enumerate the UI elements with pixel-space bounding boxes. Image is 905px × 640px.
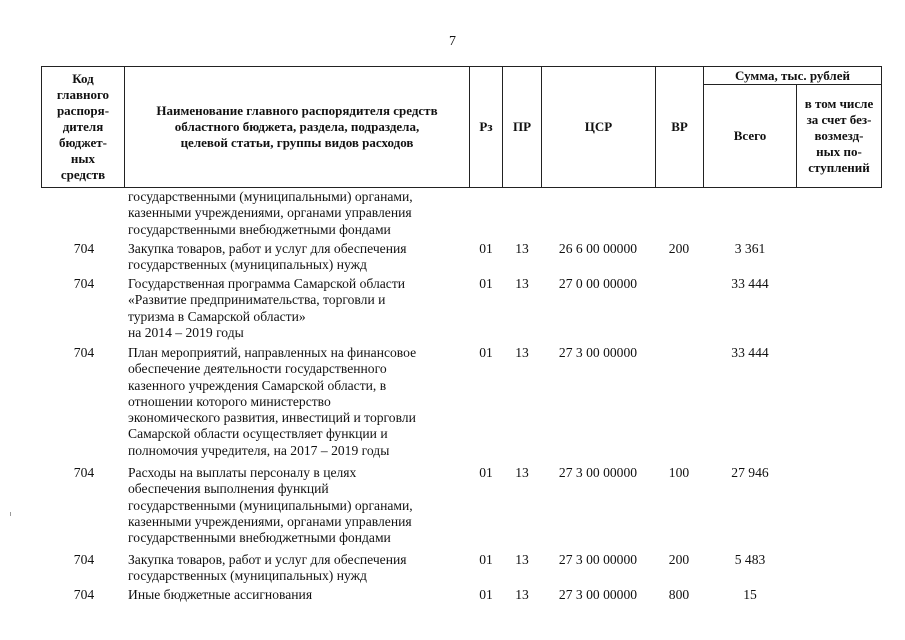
page-number: 7 <box>449 34 456 49</box>
cell-total: 27 946 <box>731 465 769 480</box>
cell-csr: 27 3 00 00000 <box>558 345 638 360</box>
cell-csr: 27 3 00 00000 <box>558 465 638 480</box>
cell-name: государственными (муниципальными) органами, казенными учреждениями, органами управления государственными внебюджетными фондами <box>128 189 413 237</box>
header-sum: Сумма, тыс. рублей <box>735 67 850 83</box>
cell-csr: 27 3 00 00000 <box>558 587 638 602</box>
cell-pr: 13 <box>515 345 529 360</box>
cell-total: 3 361 <box>734 241 766 256</box>
cell-rz: 01 <box>479 345 493 360</box>
cell-pr: 13 <box>515 587 529 602</box>
header-vr: ВР <box>671 119 688 134</box>
col-divider <box>881 66 882 188</box>
header-csr: ЦСР <box>584 119 613 134</box>
cell-rz: 01 <box>479 552 493 567</box>
cell-code: 704 <box>73 345 95 360</box>
cell-rz: 01 <box>479 587 493 602</box>
cell-code: 704 <box>73 552 95 567</box>
cell-rz: 01 <box>479 241 493 256</box>
cell-rz: 01 <box>479 465 493 480</box>
cell-code: 704 <box>73 241 95 256</box>
cell-vr: 100 <box>668 465 690 480</box>
cell-vr: 200 <box>668 552 690 567</box>
header-pr: ПР <box>512 119 532 134</box>
cell-vr: 800 <box>668 587 690 602</box>
header-free: в том числе за счет без- возмезд- ных по- ступлений <box>804 96 874 175</box>
cell-csr: 26 6 00 00000 <box>558 241 638 256</box>
cell-csr: 27 0 00 00000 <box>558 276 638 291</box>
header-bottom-rule <box>41 187 882 188</box>
cell-pr: 13 <box>515 276 529 291</box>
cell-name: Закупка товаров, работ и услуг для обеспечения государственных (муниципальных) нужд <box>128 241 407 273</box>
header-rz: Рз <box>479 119 493 134</box>
cell-total: 33 444 <box>731 345 769 360</box>
cell-vr: 200 <box>668 241 690 256</box>
cell-total: 5 483 <box>734 552 766 567</box>
header-name: Наименование главного распорядителя средств областного бюджета, раздела, подраздела, целевой статьи, группы видов расходов <box>156 103 438 150</box>
cell-name: Иные бюджетные ассигнования <box>128 587 313 602</box>
cell-csr: 27 3 00 00000 <box>558 552 638 567</box>
cell-name: Закупка товаров, работ и услуг для обеспечения государственных (муниципальных) нужд <box>128 552 407 584</box>
cell-name: План мероприятий, направленных на финансовое обеспечение деятельности государственного казенного учреждения Самарской области, в отношении которого министерство экономического развития, инвестиций и торговли Самарской области осуществляет функции и полномочия учредителя, на 2017 – 2019 годы <box>128 345 417 458</box>
cell-rz: 01 <box>479 276 493 291</box>
cell-name: Расходы на выплаты персоналу в целях обеспечения выполнения функций государственными (муниципальными) органами, казенными учреждениями, органами управления государственными внебюджетными фондами <box>128 465 413 546</box>
cell-total: 33 444 <box>731 276 769 291</box>
cell-name: Государственная программа Самарской области «Развитие предпринимательства, торговли и туризма в Самарской области» на 2014 – 2019 годы <box>128 276 406 340</box>
header-total: Всего <box>733 128 767 143</box>
cell-pr: 13 <box>515 552 529 567</box>
cell-code: 704 <box>73 587 95 602</box>
cell-total: 15 <box>743 587 757 602</box>
header-code: Код главного распоря- дителя бюджет- ных средств <box>56 71 110 182</box>
cell-pr: 13 <box>515 465 529 480</box>
cell-code: 704 <box>73 465 95 480</box>
cell-code: 704 <box>73 276 95 291</box>
scan-speck <box>10 512 11 516</box>
cell-pr: 13 <box>515 241 529 256</box>
